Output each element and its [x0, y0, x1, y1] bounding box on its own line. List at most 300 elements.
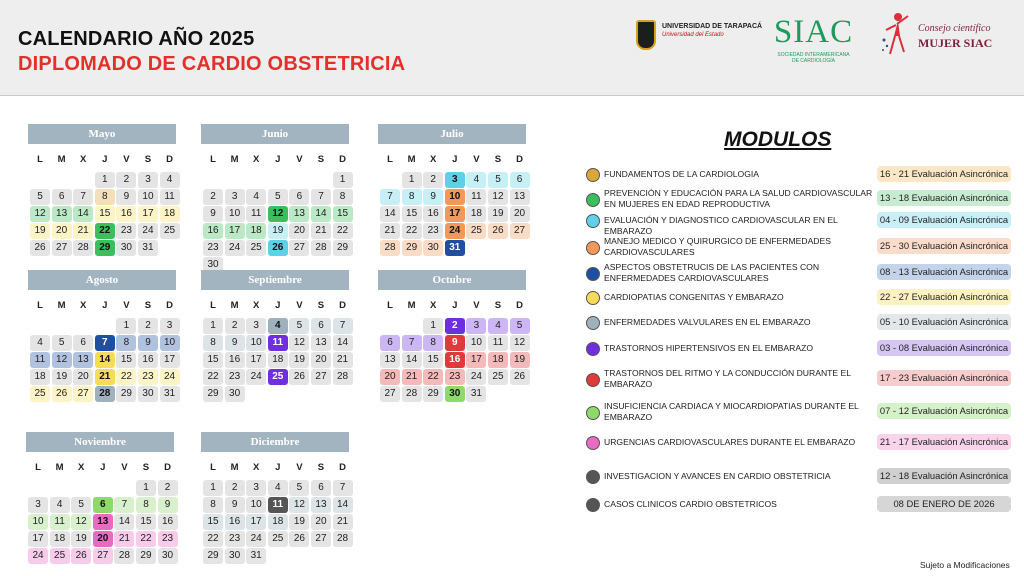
day-cell: 6 — [73, 335, 93, 351]
day-cell: 10 — [28, 514, 48, 530]
modulo-color-dot — [586, 241, 600, 255]
day-cell: 21 — [73, 223, 93, 239]
modulo-color-dot — [586, 291, 600, 305]
day-cell: 4 — [268, 480, 288, 496]
weekday-label: L — [35, 462, 41, 473]
day-cell: 2 — [445, 318, 465, 334]
day-cell: 20 — [93, 531, 113, 547]
day-cell: 10 — [445, 189, 465, 205]
modulo-color-dot — [586, 436, 600, 450]
weekday-label: S — [144, 154, 152, 165]
day-cell: 18 — [488, 352, 508, 368]
day-cell: 30 — [203, 257, 223, 273]
day-cell: 6 — [311, 480, 331, 496]
weekday-label: X — [253, 462, 260, 473]
day-cell: 17 — [160, 352, 180, 368]
day-cell: 22 — [203, 531, 223, 547]
day-cell: 7 — [114, 497, 134, 513]
day-cell: 12 — [30, 206, 50, 222]
weekday-label: V — [296, 462, 303, 473]
day-cell: 18 — [50, 531, 70, 547]
weekday-label: X — [80, 154, 87, 165]
empty-cell — [114, 480, 134, 496]
day-cell: 18 — [30, 369, 50, 385]
day-cell: 2 — [225, 318, 245, 334]
day-cell: 7 — [311, 189, 331, 205]
day-cell: 11 — [246, 206, 266, 222]
day-cell: 20 — [73, 369, 93, 385]
day-cell: 12 — [268, 206, 288, 222]
day-cell: 27 — [52, 240, 72, 256]
day-cell: 11 — [488, 335, 508, 351]
day-cell: 10 — [160, 335, 180, 351]
modulo-name: ENFERMEDADES VALVULARES EN EL EMBARAZO — [604, 317, 811, 327]
day-cell: 20 — [380, 369, 400, 385]
day-cell: 11 — [50, 514, 70, 530]
day-cell: 25 — [268, 369, 288, 385]
day-cell: 7 — [95, 335, 115, 351]
empty-cell — [246, 172, 266, 188]
day-cell: 5 — [71, 497, 91, 513]
modulo-color-dot — [586, 316, 600, 330]
day-cell: 1 — [402, 172, 422, 188]
day-cell: 27 — [380, 386, 400, 402]
day-cell: 3 — [466, 318, 486, 334]
modulo-date-badge: 08 DE ENERO DE 2026 — [877, 496, 1011, 512]
day-cell: 5 — [289, 318, 309, 334]
weekday-label: X — [253, 154, 260, 165]
weekday-label: X — [78, 462, 85, 473]
day-cell: 22 — [423, 369, 443, 385]
day-cell: 5 — [268, 189, 288, 205]
modulo-color-dot — [586, 342, 600, 356]
footer-note: Sujeto a Modificaciones — [920, 560, 1010, 570]
day-cell: 22 — [116, 369, 136, 385]
modulo-date-badge: 22 - 27 Evaluación Asincrónica — [877, 289, 1011, 305]
modulo-name: INSUFICIENCIA CARDIACA Y MIOCARDIOPATIAS DURANTE EL EMBARAZO — [604, 401, 859, 422]
weekday-label: D — [516, 300, 523, 311]
day-cell: 30 — [423, 240, 443, 256]
day-cell: 22 — [402, 223, 422, 239]
day-cell: 6 — [311, 318, 331, 334]
month-header: Agosto — [28, 270, 176, 290]
month-octubre — [378, 270, 526, 402]
day-cell: 17 — [225, 223, 245, 239]
empty-cell — [30, 172, 50, 188]
month-agosto — [28, 270, 176, 402]
weekday-label: M — [407, 300, 416, 311]
shield-icon — [636, 20, 656, 50]
weekday-label: V — [473, 300, 480, 311]
month-header: Mayo — [28, 124, 176, 144]
day-cell: 27 — [73, 386, 93, 402]
month-header: Diciembre — [201, 432, 349, 452]
day-cell: 13 — [510, 189, 530, 205]
day-cell: 9 — [116, 189, 136, 205]
day-cell: 1 — [95, 172, 115, 188]
day-cell: 23 — [445, 369, 465, 385]
day-cell: 21 — [333, 352, 353, 368]
month-diciembre — [201, 432, 349, 564]
day-cell: 4 — [488, 318, 508, 334]
day-cell: 12 — [488, 189, 508, 205]
month-grid — [28, 460, 174, 564]
mujer-logo-line1: Consejo científico — [918, 23, 991, 34]
day-cell: 14 — [311, 206, 331, 222]
day-cell: 22 — [203, 369, 223, 385]
month-grid — [380, 152, 526, 256]
modulo-color-dot — [586, 406, 600, 420]
modulo-color-dot — [586, 470, 600, 484]
day-cell: 11 — [268, 335, 288, 351]
day-cell: 9 — [445, 335, 465, 351]
day-cell: 25 — [246, 240, 266, 256]
day-cell: 6 — [289, 189, 309, 205]
modulo-date-badge: 03 - 08 Evaluación Asincrónica — [877, 340, 1011, 356]
day-cell: 19 — [510, 352, 530, 368]
day-cell: 14 — [380, 206, 400, 222]
day-cell: 26 — [71, 548, 91, 564]
day-cell: 4 — [246, 189, 266, 205]
day-cell: 7 — [333, 480, 353, 496]
day-cell: 14 — [95, 352, 115, 368]
day-cell: 3 — [225, 189, 245, 205]
day-cell: 29 — [203, 548, 223, 564]
month-noviembre — [26, 432, 174, 564]
day-cell: 16 — [158, 514, 178, 530]
empty-cell — [380, 172, 400, 188]
weekday-label: J — [275, 300, 281, 311]
day-cell: 16 — [203, 223, 223, 239]
day-cell: 19 — [30, 223, 50, 239]
day-cell: 19 — [488, 206, 508, 222]
empty-cell — [402, 318, 422, 334]
month-septiembre — [201, 270, 349, 402]
modulo-color-dot — [586, 193, 600, 207]
weekday-label: L — [37, 300, 43, 311]
modulo-name: TRASTORNOS DEL RITMO Y LA CONDUCCIÓN DURANTE EL EMBARAZO — [604, 368, 851, 389]
day-cell: 23 — [225, 531, 245, 547]
day-cell: 8 — [203, 497, 223, 513]
month-grid — [30, 298, 176, 402]
weekday-label: L — [210, 462, 216, 473]
day-cell: 25 — [30, 386, 50, 402]
day-cell: 24 — [246, 369, 266, 385]
day-cell: 6 — [510, 172, 530, 188]
weekday-label: D — [339, 462, 346, 473]
day-cell: 19 — [289, 352, 309, 368]
day-cell: 23 — [158, 531, 178, 547]
day-cell: 6 — [93, 497, 113, 513]
day-cell: 9 — [138, 335, 158, 351]
mujer-siac-logo — [878, 10, 1008, 62]
day-cell: 16 — [225, 514, 245, 530]
day-cell: 7 — [402, 335, 422, 351]
modulo-date-badge: 25 - 30 Evaluación Asincrónica — [877, 238, 1011, 254]
header — [0, 0, 1024, 96]
day-cell: 5 — [510, 318, 530, 334]
day-cell: 19 — [289, 514, 309, 530]
month-grid — [203, 460, 349, 564]
month-header: Octubre — [378, 270, 526, 290]
day-cell: 26 — [52, 386, 72, 402]
day-cell: 28 — [380, 240, 400, 256]
day-cell: 3 — [246, 480, 266, 496]
weekday-label: M — [57, 154, 66, 165]
day-cell: 27 — [510, 223, 530, 239]
day-cell: 7 — [73, 189, 93, 205]
day-cell: 11 — [30, 352, 50, 368]
weekday-label: X — [430, 300, 437, 311]
day-cell: 24 — [225, 240, 245, 256]
empty-cell — [30, 318, 50, 334]
day-cell: 15 — [136, 514, 156, 530]
mujer-logo-line2: MUJER SIAC — [918, 36, 993, 50]
day-cell: 8 — [95, 189, 115, 205]
weekday-label: M — [407, 154, 416, 165]
empty-cell — [203, 172, 223, 188]
weekday-label: S — [317, 154, 325, 165]
day-cell: 25 — [268, 531, 288, 547]
weekday-label: L — [37, 154, 43, 165]
day-cell: 13 — [93, 514, 113, 530]
day-cell: 11 — [466, 189, 486, 205]
month-grid — [203, 152, 349, 273]
weekday-label: X — [80, 300, 87, 311]
day-cell: 21 — [95, 369, 115, 385]
day-cell: 14 — [333, 497, 353, 513]
day-cell: 24 — [246, 531, 266, 547]
day-cell: 15 — [333, 206, 353, 222]
day-cell: 20 — [52, 223, 72, 239]
weekday-label: S — [142, 462, 150, 473]
day-cell: 25 — [50, 548, 70, 564]
modulo-color-dot — [586, 214, 600, 228]
day-cell: 29 — [402, 240, 422, 256]
day-cell: 16 — [423, 206, 443, 222]
modulo-date-badge: 04 - 09 Evaluación Asincrónica — [877, 212, 1011, 228]
day-cell: 21 — [311, 223, 331, 239]
day-cell: 1 — [116, 318, 136, 334]
day-cell: 28 — [114, 548, 134, 564]
day-cell: 23 — [138, 369, 158, 385]
day-cell: 17 — [445, 206, 465, 222]
day-cell: 24 — [445, 223, 465, 239]
day-cell: 8 — [423, 335, 443, 351]
day-cell: 25 — [466, 223, 486, 239]
page-title: CALENDARIO AÑO 2025 — [18, 28, 255, 50]
day-cell: 12 — [289, 335, 309, 351]
day-cell: 1 — [423, 318, 443, 334]
day-cell: 4 — [50, 497, 70, 513]
day-cell: 20 — [510, 206, 530, 222]
day-cell: 27 — [93, 548, 113, 564]
day-cell: 29 — [333, 240, 353, 256]
day-cell: 3 — [445, 172, 465, 188]
day-cell: 17 — [246, 352, 266, 368]
day-cell: 27 — [289, 240, 309, 256]
modulo-date-badge: 13 - 18 Evaluación Asincrónica — [877, 190, 1011, 206]
day-cell: 6 — [52, 189, 72, 205]
day-cell: 2 — [138, 318, 158, 334]
weekday-label: X — [253, 300, 260, 311]
day-cell: 28 — [402, 386, 422, 402]
day-cell: 24 — [160, 369, 180, 385]
month-mayo — [28, 124, 176, 256]
day-cell: 26 — [268, 240, 288, 256]
weekday-label: L — [387, 300, 393, 311]
day-cell: 28 — [73, 240, 93, 256]
empty-cell — [50, 480, 70, 496]
day-cell: 25 — [160, 223, 180, 239]
modulo-name: CASOS CLINICOS CARDIO OBSTETRICOS — [604, 499, 777, 509]
day-cell: 26 — [488, 223, 508, 239]
day-cell: 20 — [289, 223, 309, 239]
day-cell: 31 — [445, 240, 465, 256]
day-cell: 12 — [510, 335, 530, 351]
day-cell: 4 — [160, 172, 180, 188]
day-cell: 17 — [466, 352, 486, 368]
day-cell: 22 — [136, 531, 156, 547]
day-cell: 24 — [466, 369, 486, 385]
day-cell: 8 — [136, 497, 156, 513]
month-header: Noviembre — [26, 432, 174, 452]
day-cell: 21 — [402, 369, 422, 385]
modulo-name: MANEJO MEDICO Y QUIRURGICO DE ENFERMEDADES CARDIOVASCULARES — [604, 236, 831, 257]
day-cell: 1 — [203, 318, 223, 334]
modulo-name: CARDIOPATIAS CONGENITAS Y EMBARAZO — [604, 292, 784, 302]
day-cell: 5 — [488, 172, 508, 188]
weekday-label: D — [166, 300, 173, 311]
day-cell: 15 — [402, 206, 422, 222]
weekday-label: S — [317, 462, 325, 473]
woman-figure-icon — [880, 10, 910, 60]
day-cell: 10 — [225, 206, 245, 222]
day-cell: 13 — [289, 206, 309, 222]
weekday-label: X — [430, 154, 437, 165]
day-cell: 2 — [225, 480, 245, 496]
day-cell: 29 — [116, 386, 136, 402]
day-cell: 2 — [203, 189, 223, 205]
day-cell: 28 — [333, 531, 353, 547]
day-cell: 18 — [246, 223, 266, 239]
day-cell: 3 — [28, 497, 48, 513]
day-cell: 13 — [52, 206, 72, 222]
weekday-label: S — [494, 154, 502, 165]
day-cell: 14 — [114, 514, 134, 530]
day-cell: 30 — [158, 548, 178, 564]
day-cell: 21 — [114, 531, 134, 547]
day-cell: 30 — [138, 386, 158, 402]
day-cell: 8 — [402, 189, 422, 205]
day-cell: 9 — [203, 206, 223, 222]
day-cell: 26 — [289, 369, 309, 385]
empty-cell — [52, 318, 72, 334]
day-cell: 10 — [138, 189, 158, 205]
modulo-date-badge: 08 - 13 Evaluación Asincrónica — [877, 264, 1011, 280]
weekday-label: V — [296, 154, 303, 165]
siac-logo-line2: DE CARDIOLOGÍA — [791, 58, 836, 64]
day-cell: 19 — [71, 531, 91, 547]
day-cell: 16 — [138, 352, 158, 368]
weekday-label: J — [100, 462, 106, 473]
weekday-label: V — [123, 154, 130, 165]
weekday-label: J — [452, 154, 458, 165]
day-cell: 13 — [73, 352, 93, 368]
day-cell: 1 — [136, 480, 156, 496]
day-cell: 10 — [246, 335, 266, 351]
empty-cell — [311, 172, 331, 188]
empty-cell — [73, 318, 93, 334]
day-cell: 16 — [225, 352, 245, 368]
day-cell: 26 — [289, 531, 309, 547]
day-cell: 3 — [246, 318, 266, 334]
empty-cell — [380, 318, 400, 334]
day-cell: 28 — [95, 386, 115, 402]
day-cell: 13 — [311, 497, 331, 513]
weekday-label: J — [452, 300, 458, 311]
weekday-label: D — [164, 462, 171, 473]
day-cell: 9 — [225, 497, 245, 513]
modulo-name: PREVENCIÓN Y EDUCACIÓN PARA LA SALUD CARDIOVASCULAR EN MUJERES EN EDAD REPRODUCTIVA — [604, 188, 873, 209]
day-cell: 11 — [268, 497, 288, 513]
day-cell: 23 — [423, 223, 443, 239]
day-cell: 25 — [488, 369, 508, 385]
modulo-date-badge: 16 - 21 Evaluación Asincrónica — [877, 166, 1011, 182]
weekday-label: V — [123, 300, 130, 311]
siac-logo-line1: SOCIEDAD INTERAMERICANA — [777, 52, 850, 58]
day-cell: 23 — [116, 223, 136, 239]
uta-logo-name: UNIVERSIDAD DE TARAPACÁ — [662, 23, 763, 30]
day-cell: 10 — [246, 497, 266, 513]
day-cell: 2 — [116, 172, 136, 188]
empty-cell — [268, 172, 288, 188]
day-cell: 28 — [311, 240, 331, 256]
day-cell: 15 — [95, 206, 115, 222]
modulo-name: FUNDAMENTOS DE LA CARDIOLOGIA — [604, 169, 760, 179]
day-cell: 22 — [95, 223, 115, 239]
day-cell: 18 — [160, 206, 180, 222]
day-cell: 9 — [423, 189, 443, 205]
day-cell: 31 — [160, 386, 180, 402]
modulo-color-dot — [586, 168, 600, 182]
day-cell: 26 — [30, 240, 50, 256]
day-cell: 28 — [333, 369, 353, 385]
modulo-date-badge: 05 - 10 Evaluación Asincrónica — [877, 314, 1011, 330]
empty-cell — [52, 172, 72, 188]
empty-cell — [95, 318, 115, 334]
weekday-label: S — [317, 300, 325, 311]
weekday-label: L — [387, 154, 393, 165]
weekday-label: D — [339, 300, 346, 311]
weekday-label: L — [210, 300, 216, 311]
day-cell: 21 — [333, 514, 353, 530]
day-cell: 2 — [423, 172, 443, 188]
day-cell: 13 — [311, 335, 331, 351]
weekday-label: V — [296, 300, 303, 311]
weekday-label: J — [275, 154, 281, 165]
weekday-label: D — [339, 154, 346, 165]
day-cell: 31 — [466, 386, 486, 402]
day-cell: 2 — [158, 480, 178, 496]
day-cell: 18 — [268, 514, 288, 530]
day-cell: 22 — [333, 223, 353, 239]
modulo-color-dot — [586, 373, 600, 387]
day-cell: 9 — [225, 335, 245, 351]
weekday-label: L — [210, 154, 216, 165]
day-cell: 13 — [380, 352, 400, 368]
day-cell: 15 — [203, 514, 223, 530]
